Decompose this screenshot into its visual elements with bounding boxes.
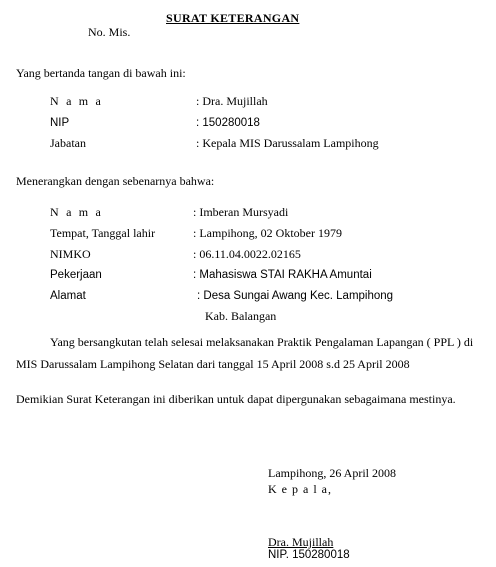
signature-place-date: Lampihong, 26 April 2008 [268,466,396,480]
issuer-position-value: : Kepala MIS Darussalam Lampihong [196,136,379,150]
subject-birth-value: : Lampihong, 02 Oktober 1979 [193,226,342,240]
subject-nimko-label: NIMKO [50,247,91,261]
issuer-nip-label: NIP [50,117,70,129]
subject-address-line2: Kab. Balangan [205,309,277,323]
body-line-1: Yang bersangkutan telah selesai melaksanakan Praktik Pengalaman Lapangan ( PPL ) di [50,335,474,349]
subject-name-label: N a m a [50,205,104,219]
document-number-label: No. Mis. [88,25,131,39]
body-line-2: MIS Darussalam Lampihong Selatan dari tanggal 15 April 2008 s.d 25 April 2008 [16,357,410,371]
issuer-position-label: Jabatan [50,136,86,150]
issuer-intro: Yang bertanda tangan di bawah ini: [16,66,186,80]
signature-nip: NIP. 150280018 [268,549,350,561]
subject-name-value: : Imberan Mursyadi [193,205,289,219]
signature-position: K e p a l a, [268,482,332,496]
subject-birth-label: Tempat, Tanggal lahir [50,226,156,240]
subject-intro: Menerangkan dengan sebenarnya bahwa: [16,174,215,188]
document-title: SURAT KETERANGAN [166,11,300,25]
issuer-name-value: : Dra. Mujillah [196,94,268,108]
subject-address-value: : Desa Sungai Awang Kec. Lampihong [197,290,394,302]
issuer-nip-value: : 150280018 [196,117,260,129]
closing-statement: Demikian Surat Keterangan ini diberikan untuk dapat dipergunakan sebagaimana mestinya. [16,392,456,406]
subject-occupation-label: Pekerjaan [50,269,102,281]
subject-occupation-value: : Mahasiswa STAI RAKHA Amuntai [193,269,372,281]
issuer-name-label: N a m a [50,94,104,108]
signature-name: Dra. Mujillah [268,535,334,549]
subject-nimko-value: : 06.11.04.0022.02165 [193,247,301,261]
subject-address-label: Alamat [50,290,86,302]
